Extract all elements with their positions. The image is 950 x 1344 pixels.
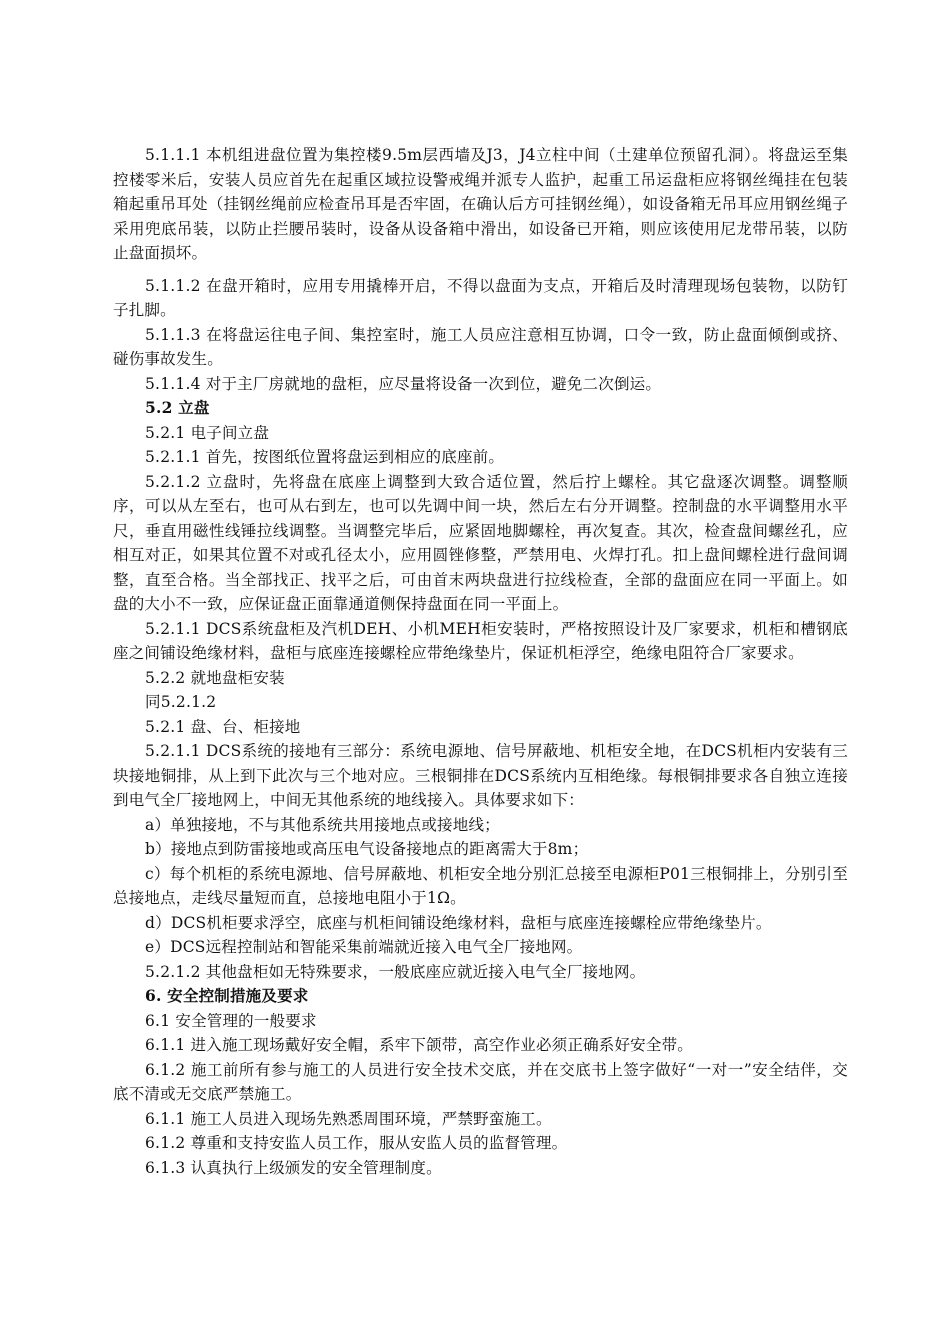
paragraph: 5.1.1.2 在盘开箱时，应用专用撬棒开启，不得以盘面为支点，开箱后及时清理现场包装物，以防钉子扎脚。: [113, 276, 848, 319]
paragraph: b）接地点到防雷接地或高压电气设备接地点的距离需大于8m；: [145, 840, 589, 858]
paragraph: 6.1.1 施工人员进入现场先熟悉周围环境，严禁野蛮施工。: [145, 1109, 552, 1128]
paragraph: 5.2.1.1 DCS系统的接地有三部分：系统电源地、信号屏蔽地、机柜安全地，在DCS机柜内安装有三块接地铜排，从上到下此次与三个地对应。三根铜排在DCS系统内互相绝缘。每根铜排要求各自独立连接到电气全厂接地网上，中间无其他系统的地线接入。具体要求如下：: [113, 742, 848, 809]
paragraph: 6.1.3 认真执行上级颁发的安全管理制度。: [145, 1158, 442, 1177]
paragraph: 6.1.2 尊重和支持安监人员工作，服从安监人员的监督管理。: [145, 1134, 568, 1152]
paragraph: c）每个机柜的系统电源地、信号屏蔽地、机柜安全地分别汇总接至电源柜P01三根铜排上，分别引至总接地点，走线尽量短而直，总接地电阻小于1Ω。: [113, 864, 848, 907]
paragraph: 5.2.1.1 首先，按图纸位置将盘运到相应的底座前。: [145, 448, 505, 466]
section-heading: 5.2 立盘: [145, 398, 210, 417]
paragraph: 5.2.1.2 其他盘柜如无特殊要求，一般底座应就近接入电气全厂接地网。: [145, 962, 646, 981]
paragraph: 5.2.1 电子间立盘: [145, 423, 270, 442]
section-heading: 6. 安全控制措施及要求: [145, 986, 309, 1005]
paragraph: 同5.2.1.2: [145, 693, 217, 711]
paragraph: 5.2.1.2 立盘时，先将盘在底座上调整到大致合适位置，然后拧上螺栓。其它盘逐次调整。调整顺序，可以从左至右，也可从右到左，也可以先调中间一块，然后左右分开调整。控制盘的水平调整用水平尺，垂直用磁性线锤拉线调整。当调整完毕后，应紧固地脚螺栓，再次复查。其次，检查盘间螺丝孔，应相互对正，如果其位置不对或孔径太小，应用圆锉修整，严禁用电、火焊打孔。扣上盘间螺栓进行盘间调整，直至合格。当全部找正、找平之后，可由首末两块盘进行拉线检查，全部的盘面应在同一平面上。如盘的大小不一致，应保证盘正面靠通道侧保持盘面在同一平面上。: [113, 472, 848, 613]
paragraph: 5.2.1 盘、台、柜接地: [145, 717, 301, 736]
document-body: [113, 143, 848, 1180]
paragraph: d）DCS机柜要求浮空，底座与机柜间铺设绝缘材料，盘柜与底座连接螺栓应带绝缘垫片。: [145, 913, 772, 932]
paragraph: 6.1.2 施工前所有参与施工的人员进行安全技术交底，并在交底书上签字做好“一对一”安全结伴，交底不清或无交底严禁施工。: [113, 1060, 848, 1103]
paragraph: 5.1.1.1 本机组进盘位置为集控楼9.5m层西墙及J3，J4立柱中间（土建单位预留孔洞）。将盘运至集控楼零米后，安装人员应首先在起重区域拉设警戒绳并派专人监护，起重工吊运盘柜应将钢丝绳挂在包装箱起重吊耳处（挂钢丝绳前应检查吊耳是否牢固，在确认后方可挂钢丝绳），如设备箱无吊耳应用钢丝绳子采用兜底吊装，以防止拦腰吊装时，设备从设备箱中滑出，如设备已开箱，则应该使用尼龙带吊装，以防止盘面损坏。: [113, 146, 848, 262]
paragraph: 6.1 安全管理的一般要求: [145, 1011, 317, 1030]
paragraph: 5.2.1.1 DCS系统盘柜及汽机DEH、小机MEH柜安装时，严格按照设计及厂家要求，机柜和槽钢底座之间铺设绝缘材料，盘柜与底座连接螺栓应带绝缘垫片，保证机柜浮空，绝缘电阻符合厂家要求。: [113, 619, 848, 662]
paragraph: 6.1.1 进入施工现场戴好安全帽，系牢下颌带，高空作业必须正确系好安全带。: [145, 1036, 693, 1054]
paragraph: e）DCS远程控制站和智能采集前端就近接入电气全厂接地网。: [145, 938, 583, 956]
paragraph: a）单独接地，不与其他系统共用接地点或接地线；: [145, 815, 500, 834]
paragraph: 5.2.2 就地盘柜安装: [145, 668, 285, 687]
paragraph: 5.1.1.3 在将盘运往电子间、集控室时，施工人员应注意相互协调，口令一致，防止盘面倾倒或挤、碰伤事故发生。: [113, 325, 848, 368]
paragraph: 5.1.1.4 对于主厂房就地的盘柜，应尽量将设备一次到位，避免二次倒运。: [145, 374, 662, 393]
